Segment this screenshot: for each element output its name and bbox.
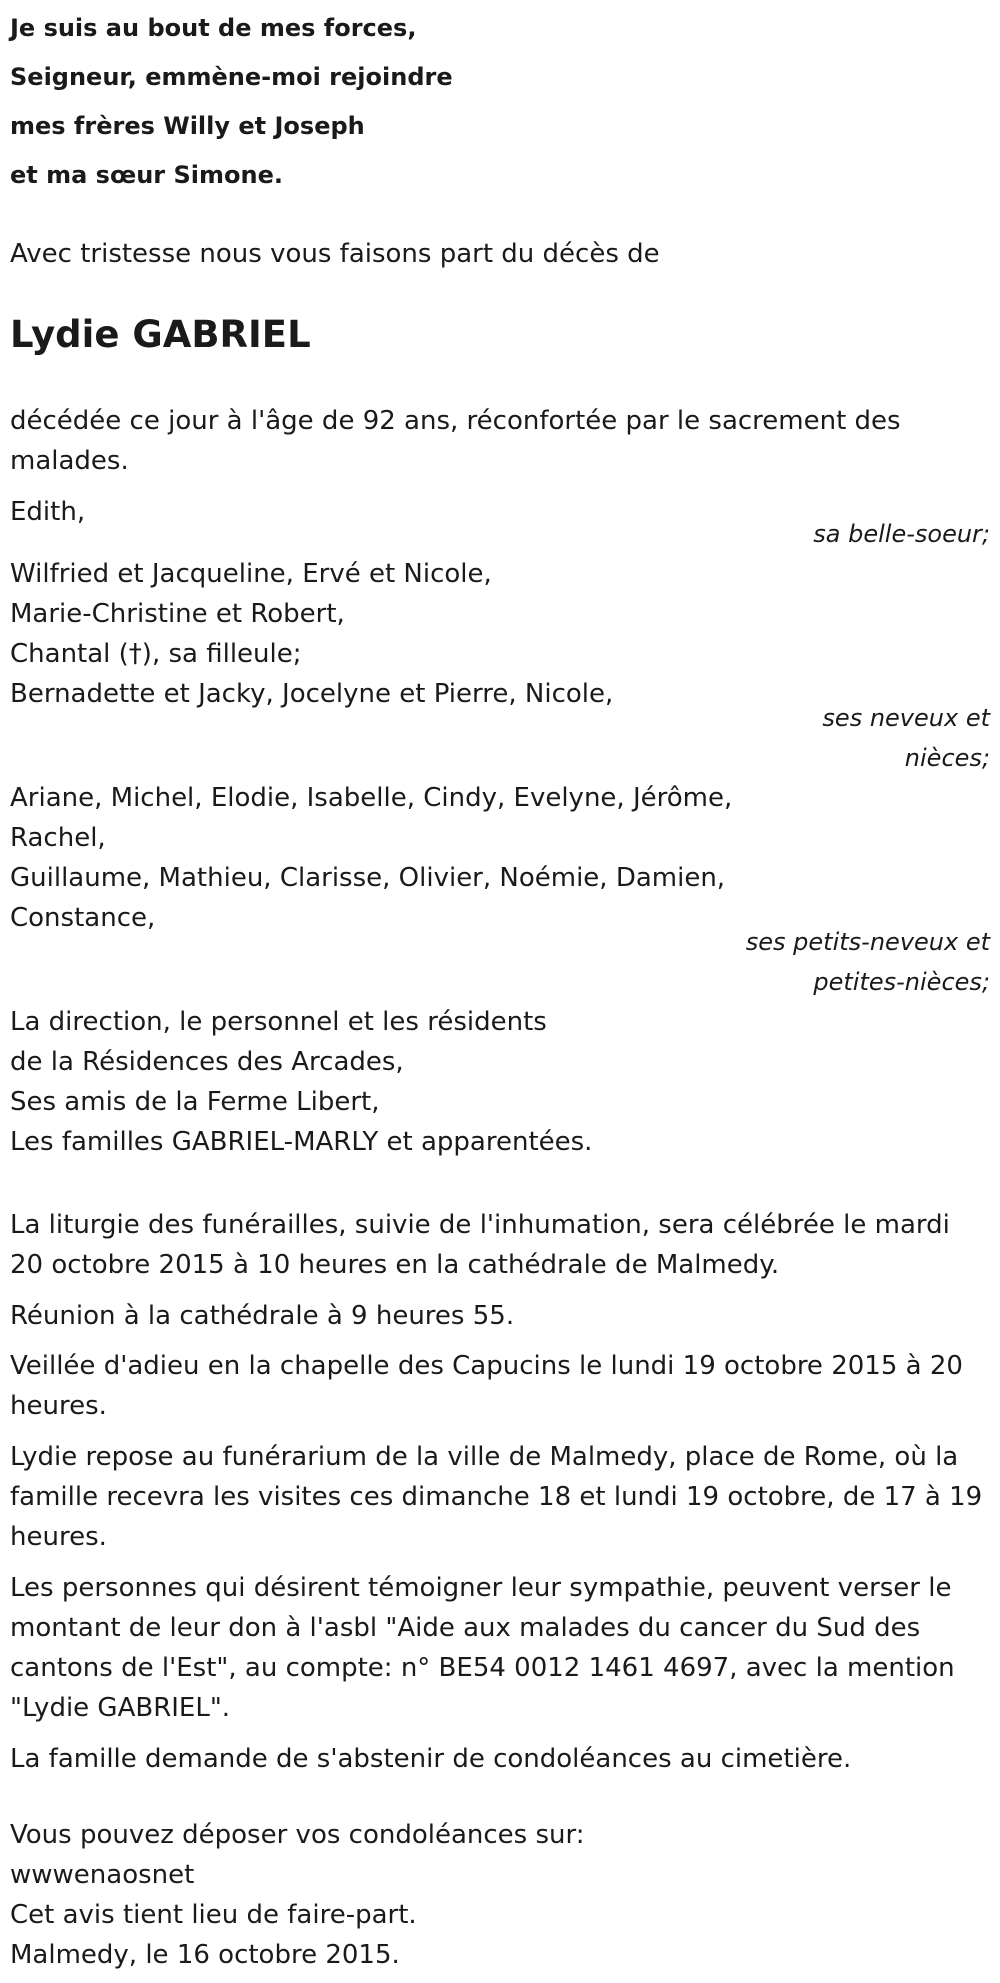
neveux-role [822, 698, 990, 778]
neveux-names [10, 554, 613, 714]
place-date-line: Malmedy, le 16 octobre 2015. [10, 1940, 400, 1970]
vigil-line: heures. [10, 1391, 107, 1421]
vigil-text [10, 1346, 963, 1426]
visitation-text [10, 1437, 982, 1557]
poem-line: et ma sœur Simone. [10, 161, 283, 189]
cemetery-text: La famille demande de s'abstenir de condoléances au cimetière. [10, 1744, 852, 1774]
mourner-line: La direction, le personnel et les résidents [10, 1007, 547, 1037]
poem-line: Seigneur, emmène-moi rejoindre [10, 63, 453, 91]
family-name-line: Marie-Christine et Robert, [10, 599, 345, 629]
vigil-line: Veillée d'adieu en la chapelle des Capucins le lundi 19 octobre 2015 à 20 [10, 1351, 963, 1381]
role-line: petites-nièces; [813, 968, 990, 996]
donation-text [10, 1568, 955, 1728]
family-name-line: Ariane, Michel, Elodie, Isabelle, Cindy, Evelyne, Jérôme, [10, 783, 733, 813]
other-mourners [10, 1002, 592, 1162]
reunion-text: Réunion à la cathédrale à 9 heures 55. [10, 1301, 515, 1331]
donation-line: montant de leur don à l'asbl "Aide aux malades du cancer du Sud des [10, 1613, 921, 1643]
role-line: ses neveux et [822, 704, 990, 732]
faire-part-line: Cet avis tient lieu de faire-part. [10, 1900, 417, 1930]
death-notice-line: malades. [10, 446, 129, 476]
liturgy-line: La liturgie des funérailles, suivie de l'inhumation, sera célébrée le mardi [10, 1210, 950, 1240]
visitation-line: famille recevra les visites ces dimanche 18 et lundi 19 octobre, de 17 à 19 [10, 1482, 983, 1512]
role-line: sa belle-soeur; [813, 520, 990, 548]
opening-poem [10, 4, 453, 200]
belle-soeur-role [813, 514, 990, 554]
belle-soeur-names [10, 492, 85, 532]
mourner-line: de la Résidences des Arcades, [10, 1047, 404, 1077]
visitation-line: heures. [10, 1522, 107, 1552]
donation-line: Les personnes qui désirent témoigner leur sympathie, peuvent verser le [10, 1573, 952, 1603]
intro-text: Avec tristesse nous vous faisons part du décès de [10, 239, 660, 269]
mourner-line: Ses amis de la Ferme Libert, [10, 1087, 380, 1117]
family-name-line: Bernadette et Jacky, Jocelyne et Pierre, Nicole, [10, 679, 614, 709]
deceased-name: Lydie GABRIEL [10, 313, 311, 356]
footer [10, 1815, 585, 1975]
donation-line: "Lydie GABRIEL". [10, 1693, 231, 1723]
death-notice [10, 401, 901, 481]
family-name-line: Rachel, [10, 823, 106, 853]
liturgy-text [10, 1205, 950, 1285]
condolences-line: Vous pouvez déposer vos condoléances sur: [10, 1820, 585, 1850]
petits-neveux-names [10, 778, 732, 938]
mourner-line: Les familles GABRIEL-MARLY et apparentées. [10, 1127, 593, 1157]
poem-line: mes frères Willy et Joseph [10, 112, 365, 140]
petits-neveux-role [746, 922, 990, 1002]
family-name-line: Constance, [10, 903, 156, 933]
role-line: nièces; [904, 744, 990, 772]
poem-line: Je suis au bout de mes forces, [10, 14, 417, 42]
death-notice-line: décédée ce jour à l'âge de 92 ans, réconfortée par le sacrement des [10, 406, 901, 436]
visitation-line: Lydie repose au funérarium de la ville de Malmedy, place de Rome, où la [10, 1442, 959, 1472]
family-name-line: Guillaume, Mathieu, Clarisse, Olivier, Noémie, Damien, [10, 863, 726, 893]
family-name-line: Edith, [10, 497, 86, 527]
role-line: ses petits-neveux et [745, 928, 990, 956]
condolences-website: wwwenaosnet [10, 1860, 195, 1890]
liturgy-line: 20 octobre 2015 à 10 heures en la cathédrale de Malmedy. [10, 1250, 780, 1280]
family-name-line: Chantal (†), sa filleule; [10, 639, 302, 669]
family-name-line: Wilfried et Jacqueline, Ervé et Nicole, [10, 559, 492, 589]
donation-line: cantons de l'Est", au compte: n° BE54 0012 1461 4697, avec la mention [10, 1653, 955, 1683]
